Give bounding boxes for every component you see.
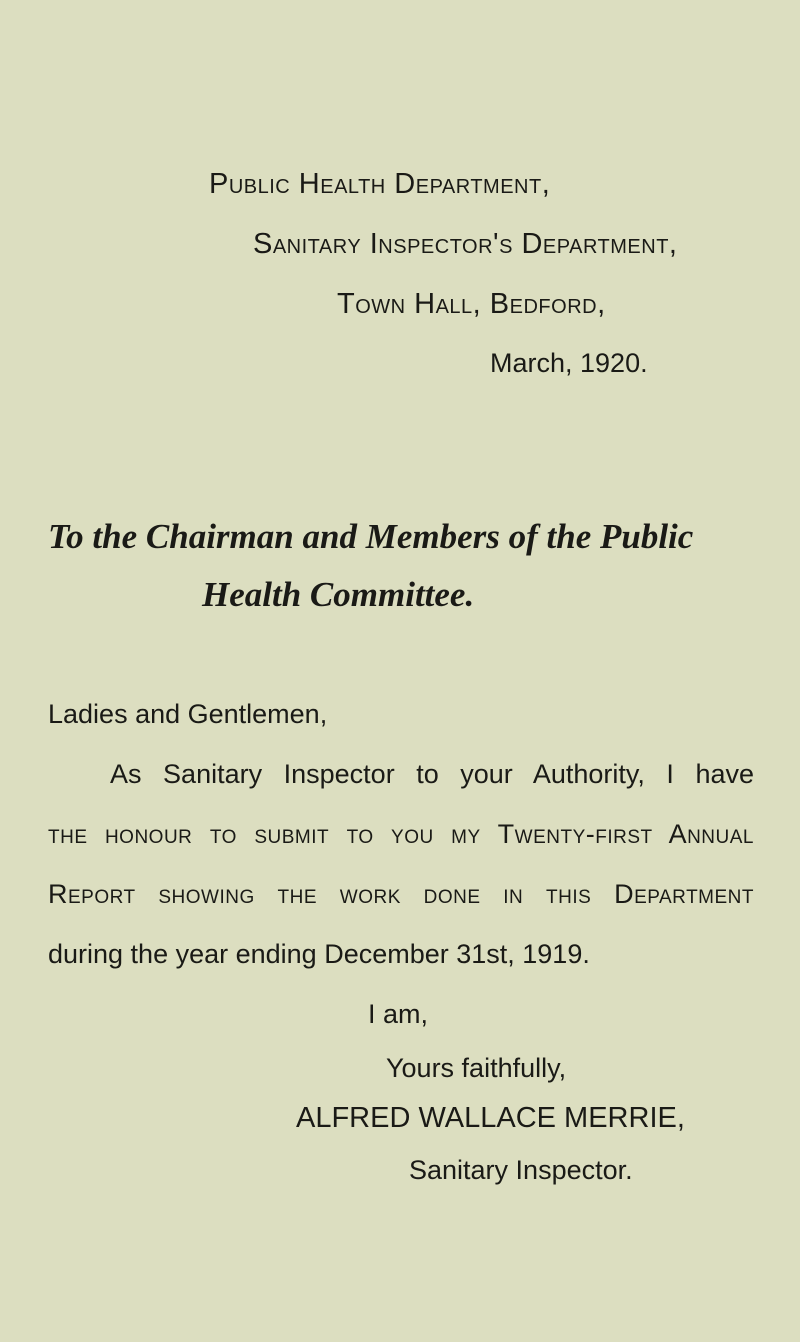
addressee-line-1: To the Chairman and Members of the Public (48, 517, 694, 556)
addressee-line-2: Health Committee. (202, 575, 475, 614)
department-heading: Public Health Department, (209, 168, 551, 200)
letter-date: March, 1920. (490, 348, 648, 378)
closing-valediction: Yours faithfully, (386, 1053, 567, 1083)
body-line-2: the honour to submit to you my Twenty-first Annual (48, 819, 754, 849)
closing-i-am: I am, (368, 999, 429, 1029)
body-line-3: Report showing the work done in this Department (48, 879, 754, 909)
body-line-4: during the year ending December 31st, 1919. (48, 939, 590, 969)
signatory-title: Sanitary Inspector. (409, 1155, 633, 1185)
sub-department-heading: Sanitary Inspector's Department, (253, 228, 678, 260)
signatory-name: ALFRED WALLACE MERRIE, (296, 1102, 685, 1134)
location-heading: Town Hall, Bedford, (337, 288, 606, 320)
salutation: Ladies and Gentlemen, (48, 699, 328, 729)
body-line-1: As Sanitary Inspector to your Authority, I have (110, 759, 754, 789)
